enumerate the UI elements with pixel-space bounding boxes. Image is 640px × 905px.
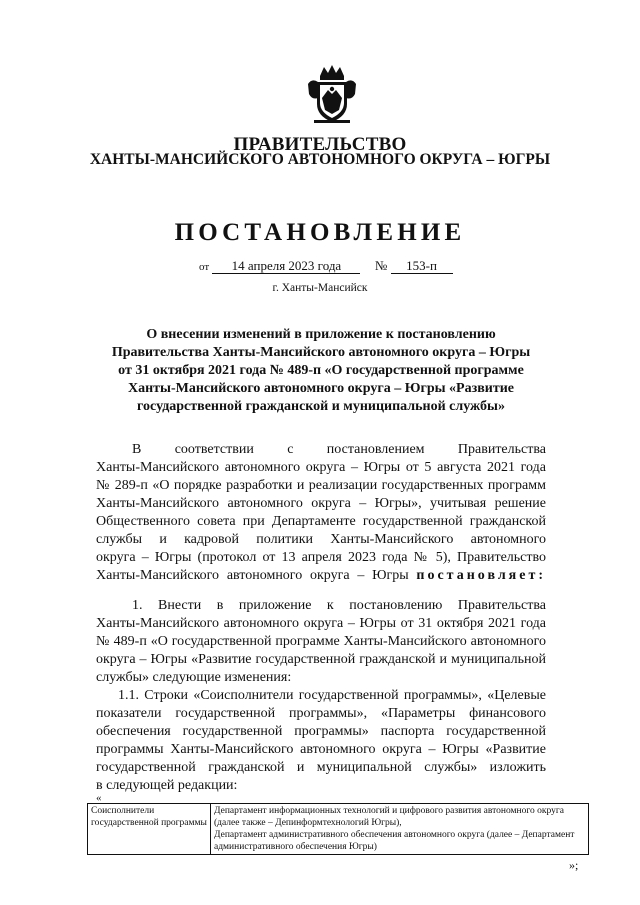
paragraph-line: 1.1. Строки «Соисполнители государственной программы», «Целевые xyxy=(118,688,546,703)
opening-quote: « xyxy=(96,792,102,804)
paragraph-line: службы» следующие изменения: xyxy=(96,670,292,685)
closing-quote: »; xyxy=(569,858,579,872)
paragraph-line: округа – Югры «Развитие государственной гражданской и муниципальной xyxy=(96,652,546,667)
paragraph-line: государственной гражданской и муниципальной службы» изложить xyxy=(96,760,546,775)
clause-1-1-paragraph xyxy=(96,687,546,795)
paragraph-line: показатели государственной программы», «Параметры финансового xyxy=(96,706,546,721)
paragraph-line: В соответствии с постановлением Правительства xyxy=(132,442,546,457)
paragraph-line: Ханты-Мансийского автономного округа – Югры», учитывая решение xyxy=(96,496,546,511)
paragraph-line: в следующей редакции: xyxy=(96,778,238,793)
paragraph-line: Общественного совета при Департаменте государственной гражданской xyxy=(96,514,546,529)
document-date-line xyxy=(199,258,453,274)
paragraph-text: Ханты-Мансийского автономного округа – Югры xyxy=(96,568,409,583)
preamble-paragraph xyxy=(96,441,546,585)
table-cell xyxy=(211,804,589,855)
paragraph-line: № 289-п «О порядке разработки и реализации государственных программ xyxy=(96,478,546,493)
subject-line: О внесении изменений в приложение к постановлению xyxy=(146,327,496,342)
coat-of-arms-icon xyxy=(306,64,358,126)
number-prefix: № xyxy=(374,258,388,273)
paragraph-line: программы Ханты-Мансийского автономного округа – Югры «Развитие xyxy=(96,742,546,757)
date-prefix: от xyxy=(199,261,210,273)
cell-line: Департамент административного обеспечения автономного округа (далее – Департамент административного обеспечения Югры) xyxy=(214,830,575,852)
subject-line: Правительства Ханты-Мансийского автономного округа – Югры xyxy=(111,345,531,360)
paragraph-line: округа – Югры (протокол от 13 апреля 2023 года № 5), Правительство xyxy=(96,550,546,565)
document-date: 14 апреля 2023 года xyxy=(212,259,360,274)
paragraph-line: службы и кадровой политики Ханты-Мансийского автономного xyxy=(96,532,546,547)
resolve-word: постановляет: xyxy=(416,568,547,583)
paragraph-line: Ханты-Мансийского автономного округа – Югры от 5 августа 2021 года xyxy=(96,460,546,475)
document-city: г. Ханты-Мансийск xyxy=(272,282,368,294)
subject-line: государственной гражданской и муниципальной службы» xyxy=(137,399,505,414)
clause-1-paragraph xyxy=(96,597,546,687)
subject-line: от 31 октября 2021 года № 489-п «О государственной программе xyxy=(118,363,524,378)
table-row-header: Соисполнители государственной программы xyxy=(88,804,211,855)
paragraph-line: 1. Внести в приложение к постановлению Правительства xyxy=(132,598,546,613)
passport-table xyxy=(87,803,589,855)
paragraph-line-final xyxy=(96,567,546,585)
cell-line: Департамент информационных технологий и цифрового развития автономного округа (далее также – Депинформтехнологий Югры), xyxy=(214,806,565,828)
subject-line: Ханты-Мансийского автономного округа – Югры «Развитие xyxy=(127,381,515,396)
document-type-title: ПОСТАНОВЛЕНИЕ xyxy=(174,219,466,246)
government-region: ХАНТЫ-МАНСИЙСКОГО АВТОНОМНОГО ОКРУГА – ЮГРЫ xyxy=(89,151,551,168)
government-title: ПРАВИТЕЛЬСТВО xyxy=(233,134,407,155)
document-subject xyxy=(96,326,546,416)
paragraph-line: № 489-п «О государственной программе Ханты-Мансийского автономного xyxy=(96,634,546,649)
paragraph-line: обеспечения государственной программы» паспорта государственной xyxy=(96,724,546,739)
document-number: 153-п xyxy=(391,259,453,274)
table-row xyxy=(88,804,589,855)
paragraph-line: Ханты-Мансийского автономного округа – Югры от 31 октября 2021 года xyxy=(96,616,546,631)
